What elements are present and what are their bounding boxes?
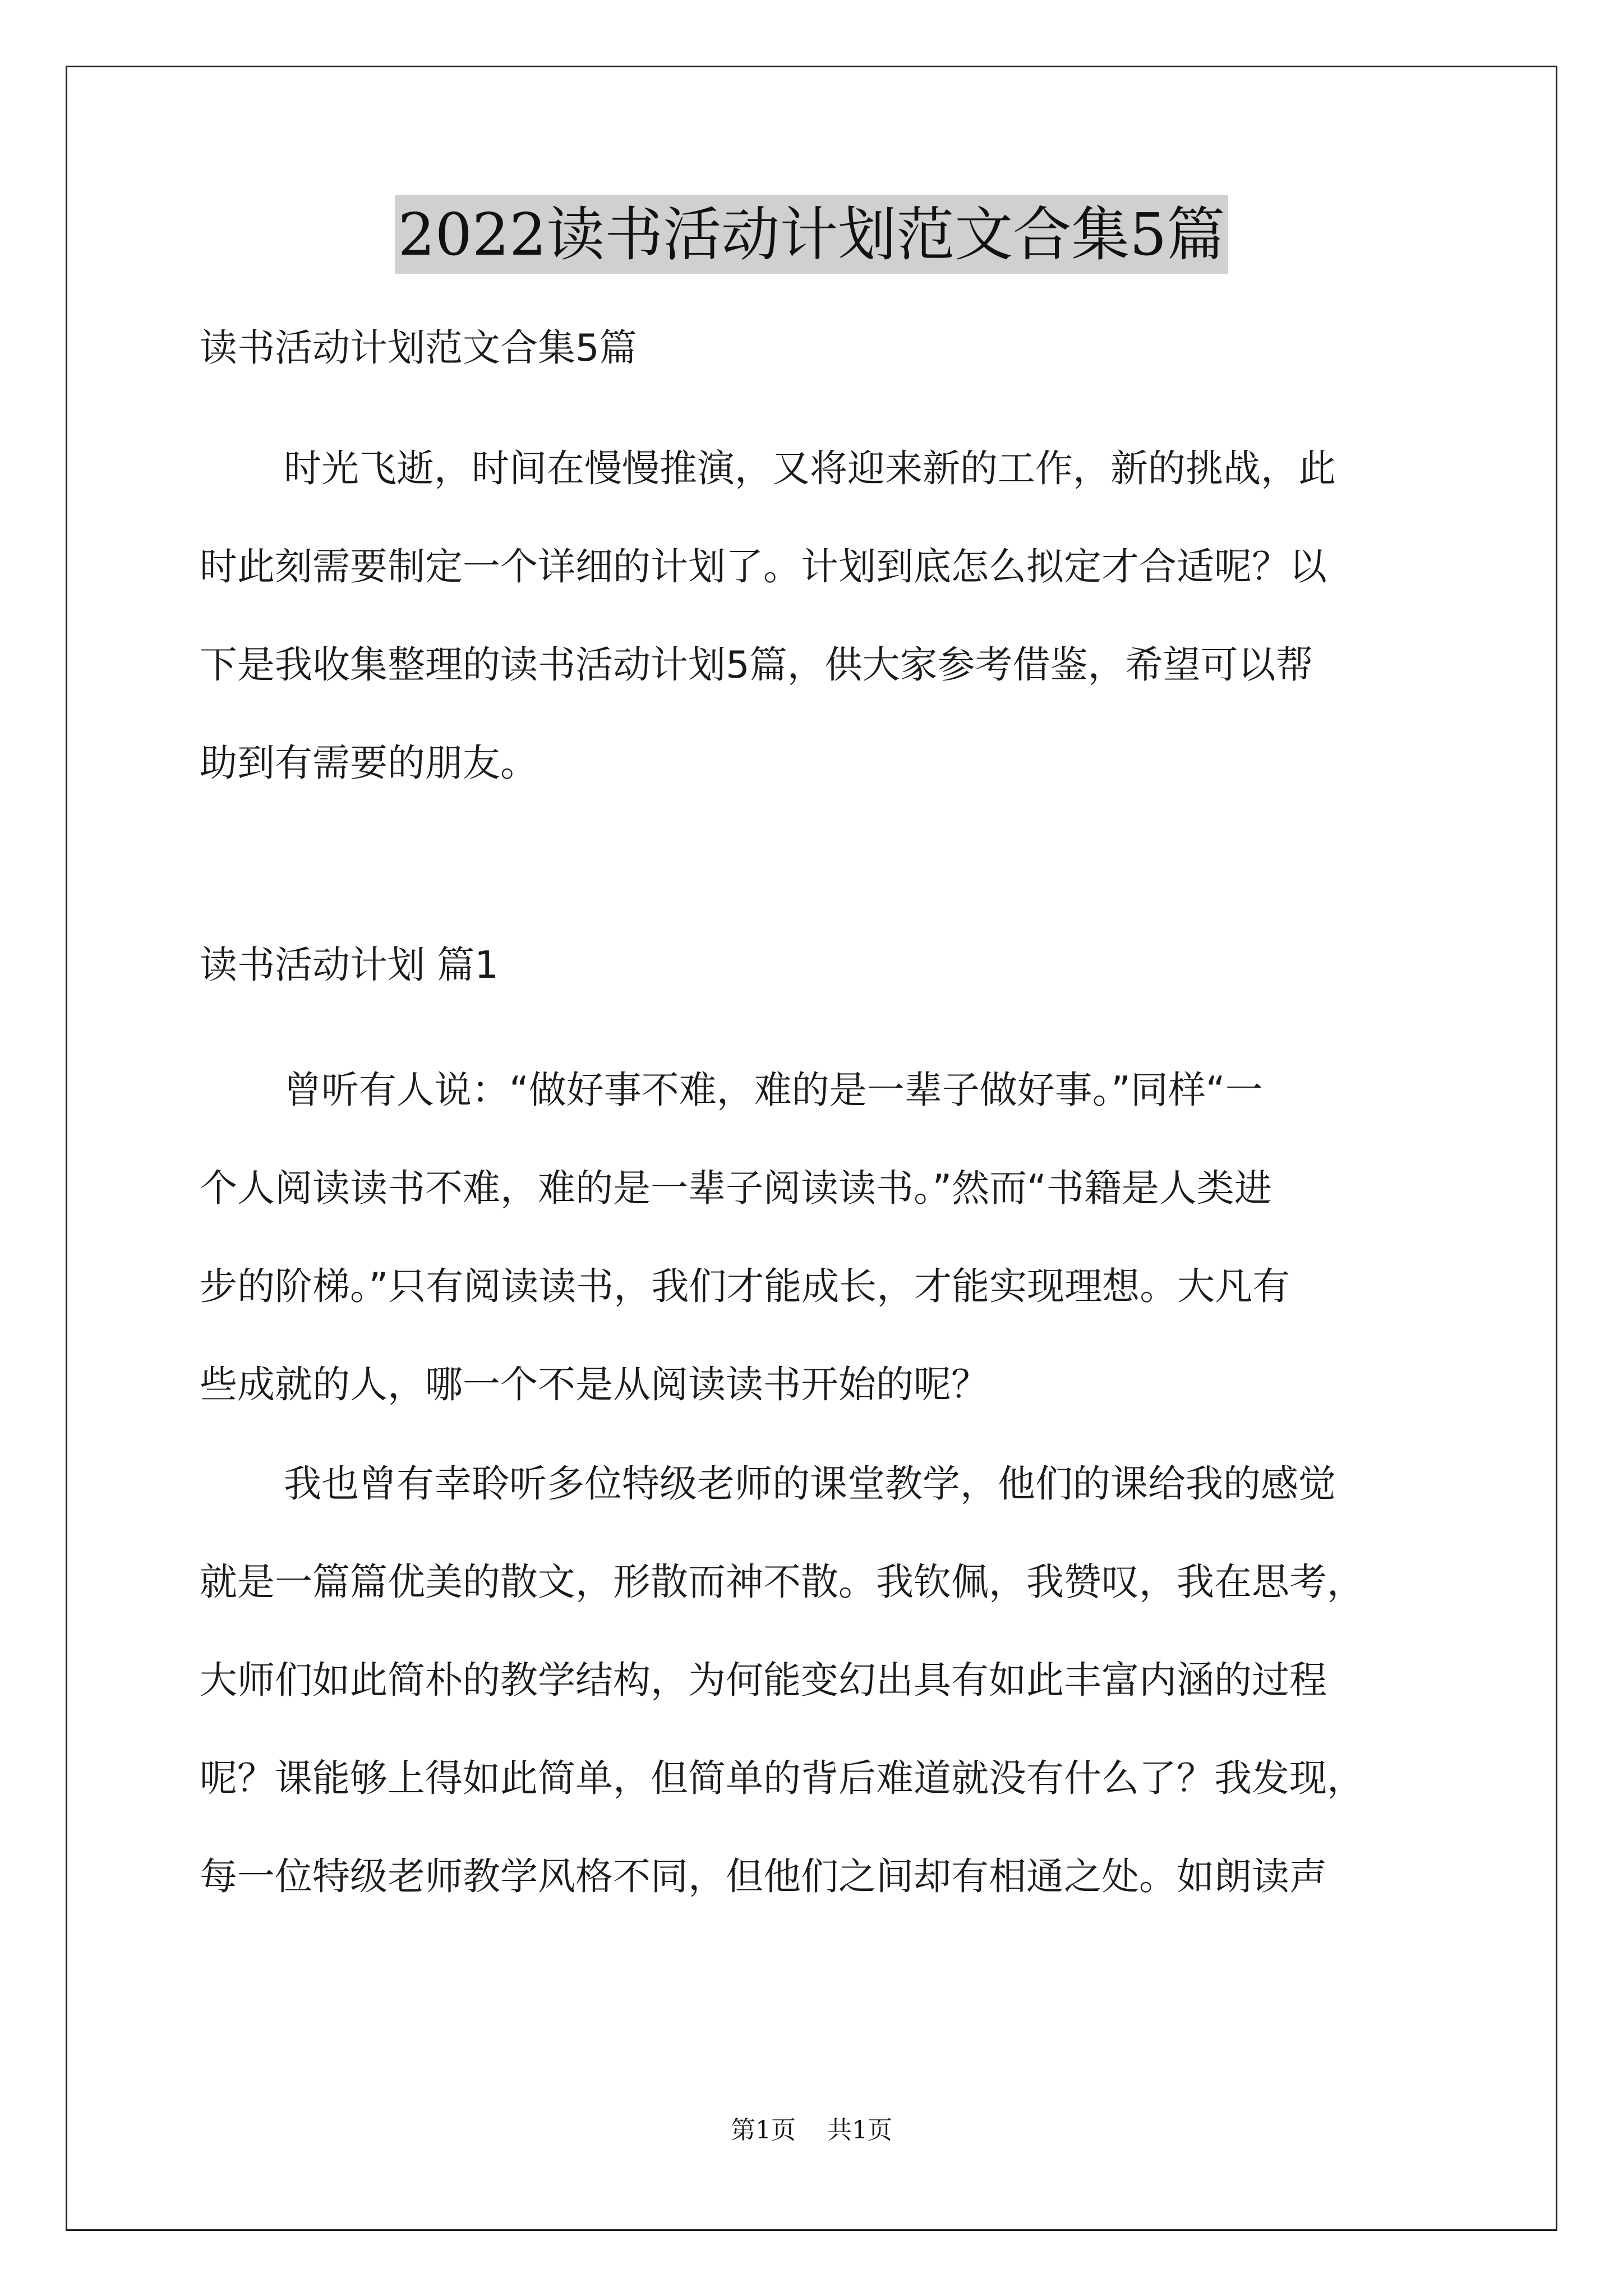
document-title: 2022读书活动计划范文合集5篇 <box>395 195 1229 274</box>
paragraph-line: 步的阶梯。”只有阅读读书，我们才能成长，才能实现理想。大凡有 <box>200 1264 1290 1308</box>
paragraph-line: 大师们如此简朴的教学结构，为何能变幻出具有如此丰富内涵的过程 <box>200 1658 1327 1702</box>
page-border <box>66 66 1557 2231</box>
title-block <box>0 195 1623 274</box>
paragraph-line: 呢？课能够上得如此简单，但简单的背后难道就没有什么了？我发现， <box>200 1756 1364 1800</box>
paragraph-line: 就是一篇篇优美的散文，形散而神不散。我钦佩，我赞叹，我在思考， <box>200 1560 1364 1604</box>
paragraph-line: 个人阅读读书不难，难的是一辈子阅读读书。”然而“书籍是人类进 <box>200 1166 1272 1210</box>
intro-line: 时此刻需要制定一个详细的计划了。计划到底怎么拟定才合适呢？以 <box>200 545 1327 588</box>
paragraph-line: 我也曾有幸聆听多位特级老师的课堂教学，他们的课给我的感觉 <box>284 1462 1336 1506</box>
page-footer <box>0 2114 1623 2147</box>
section-heading: 读书活动计划 篇1 <box>200 943 499 987</box>
subtitle: 读书活动计划范文合集5篇 <box>200 326 637 370</box>
intro-line: 下是我收集整理的读书活动计划5篇，供大家参考借鉴，希望可以帮 <box>200 643 1313 687</box>
intro-line: 助到有需要的朋友。 <box>200 741 538 785</box>
paragraph-line: 每一位特级老师教学风格不同，但他们之间却有相通之处。如朗读声 <box>200 1855 1327 1898</box>
paragraph-line: 些成就的人，哪一个不是从阅读读书开始的呢？ <box>200 1363 989 1406</box>
intro-line: 时光飞逝，时间在慢慢推演，又将迎来新的工作，新的挑战，此 <box>284 447 1336 490</box>
paragraph-line: 曾听有人说：“做好事不难，难的是一辈子做好事。”同样“一 <box>284 1068 1263 1112</box>
page-number: 第1页 <box>731 2116 796 2145</box>
page-total: 共1页 <box>827 2116 892 2145</box>
